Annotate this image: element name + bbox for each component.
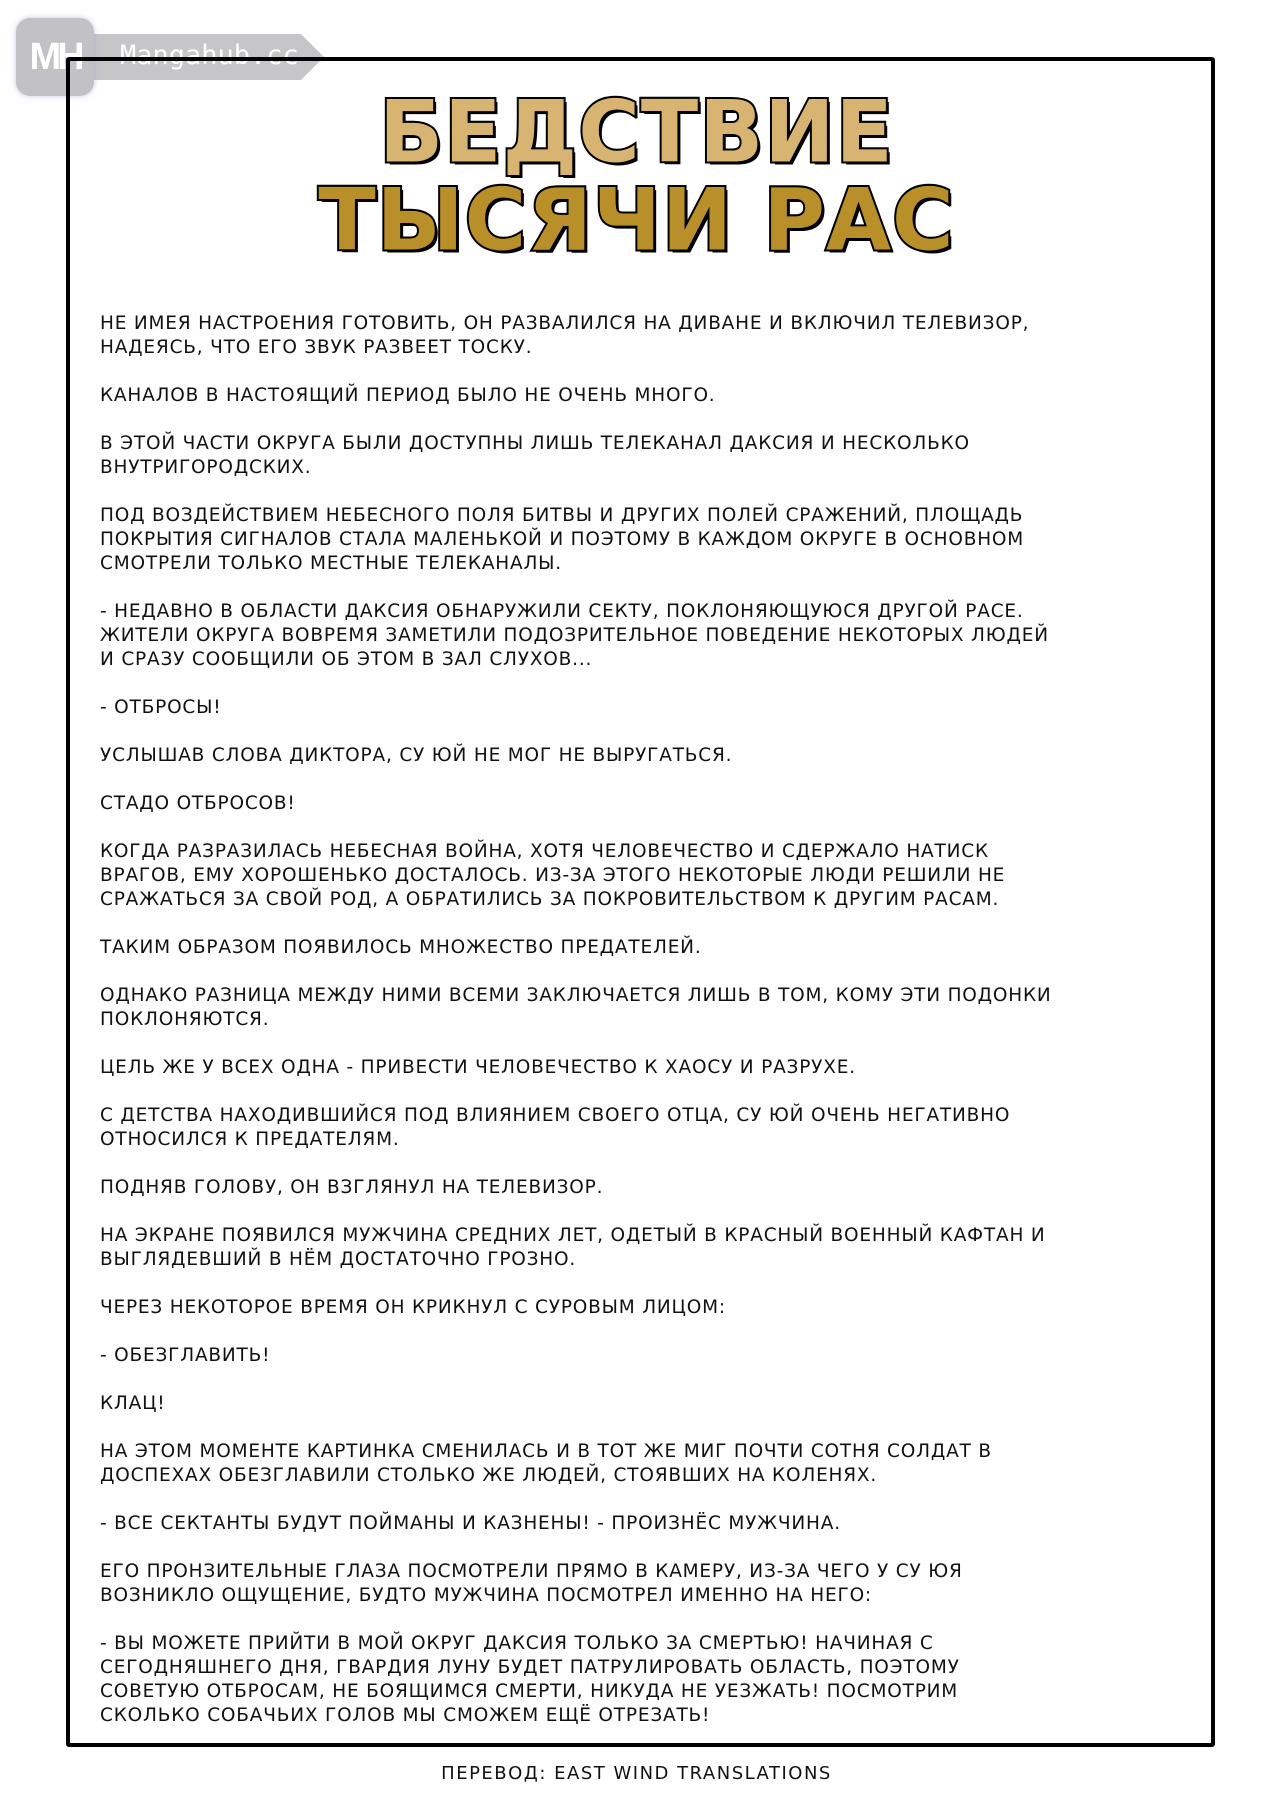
- paragraph: [100, 1560, 1175, 1608]
- text-line: НА ЭТОМ МОМЕНТЕ КАРТИНКА СМЕНИЛАСЬ И В ТОТ ЖЕ МИГ ПОЧТИ СОТНЯ СОЛДАТ В: [100, 1441, 992, 1462]
- paragraph: [100, 1056, 1175, 1080]
- text-line: ЖИТЕЛИ ОКРУГА ВОВРЕМЯ ЗАМЕТИЛИ ПОДОЗРИТЕЛЬНОЕ ПОВЕДЕНИЕ НЕКОТОРЫХ ЛЮДЕЙ: [100, 625, 1049, 646]
- text-line: СЕГОДНЯШНЕГО ДНЯ, ГВАРДИЯ ЛУНУ БУДЕТ ПАТРУЛИРОВАТЬ ОБЛАСТЬ, ПОЭТОМУ: [100, 1657, 960, 1678]
- text-line: КАНАЛОВ В НАСТОЯЩИЙ ПЕРИОД БЫЛО НЕ ОЧЕНЬ МНОГО.: [100, 385, 716, 406]
- text-line: ПОКРЫТИЯ СИГНАЛОВ СТАЛА МАЛЕНЬКОЙ И ПОЭТОМУ В КАЖДОМ ОКРУГЕ В ОСНОВНОМ: [100, 529, 1025, 550]
- paragraph: [100, 432, 1175, 480]
- text-line: - ВЫ МОЖЕТЕ ПРИЙТИ В МОЙ ОКРУГ ДАКСИЯ ТОЛЬКО ЗА СМЕРТЬЮ! НАЧИНАЯ С: [100, 1633, 934, 1654]
- paragraph: [100, 504, 1175, 576]
- text-line: СКОЛЬКО СОБАЧЬИХ ГОЛОВ МЫ СМОЖЕМ ЕЩЁ ОТРЕЗАТЬ!: [100, 1705, 711, 1726]
- text-line: ОТНОСИЛСЯ К ПРЕДАТЕЛЯМ.: [100, 1129, 400, 1150]
- text-line: УСЛЫШАВ СЛОВА ДИКТОРА, СУ ЮЙ НЕ МОГ НЕ ВЫРУГАТЬСЯ.: [100, 745, 733, 766]
- text-line: ЕГО ПРОНЗИТЕЛЬНЫЕ ГЛАЗА ПОСМОТРЕЛИ ПРЯМО В КАМЕРУ, ИЗ-ЗА ЧЕГО У СУ ЮЯ: [100, 1561, 963, 1582]
- title-line-1: БЕДСТВИЕ: [379, 82, 894, 182]
- text-line: ВРАГОВ, ЕМУ ХОРОШЕНЬКО ДОСТАЛОСЬ. ИЗ-ЗА ЭТОГО НЕКОТОРЫЕ ЛЮДИ РЕШИЛИ НЕ: [100, 865, 1006, 886]
- text-line: НАДЕЯСЬ, ЧТО ЕГО ЗВУК РАЗВЕЕТ ТОСКУ.: [100, 337, 533, 358]
- text-line: СОВЕТУЮ ОТБРОСАМ, НЕ БОЯЩИМСЯ СМЕРТИ, НИКУДА НЕ УЕЗЖАТЬ! ПОСМОТРИМ: [100, 1681, 959, 1702]
- text-line: ПОД ВОЗДЕЙСТВИЕМ НЕБЕСНОГО ПОЛЯ БИТВЫ И ДРУГИХ ПОЛЕЙ СРАЖЕНИЙ, ПЛОЩАДЬ: [100, 505, 1024, 526]
- paragraph: [100, 1176, 1175, 1200]
- text-line: ЧЕРЕЗ НЕКОТОРОЕ ВРЕМЯ ОН КРИКНУЛ С СУРОВЫМ ЛИЦОМ:: [100, 1297, 726, 1318]
- text-line: - НЕДАВНО В ОБЛАСТИ ДАКСИЯ ОБНАРУЖИЛИ СЕКТУ, ПОКЛОНЯЮЩУЮСЯ ДРУГОЙ РАСЕ.: [100, 601, 1024, 622]
- text-line: В ЭТОЙ ЧАСТИ ОКРУГА БЫЛИ ДОСТУПНЫ ЛИШЬ ТЕЛЕКАНАЛ ДАКСИЯ И НЕСКОЛЬКО: [100, 433, 970, 454]
- text-line: ВОЗНИКЛО ОЩУЩЕНИЕ, БУДТО МУЖЧИНА ПОСМОТРЕЛ ИМЕННО НА НЕГО:: [100, 1585, 872, 1606]
- text-line: ДОСПЕХАХ ОБЕЗГЛАВИЛИ СТОЛЬКО ЖЕ ЛЮДЕЙ, СТОЯВШИХ НА КОЛЕНЯХ.: [100, 1465, 878, 1486]
- paragraph: [100, 1104, 1175, 1152]
- text-line: ВЫГЛЯДЕВШИЙ В НЁМ ДОСТАТОЧНО ГРОЗНО.: [100, 1249, 577, 1270]
- title-line-2: ТЫСЯЧИ РАС: [318, 170, 955, 270]
- paragraph: [100, 1224, 1175, 1272]
- paragraph: [100, 984, 1175, 1032]
- text-line: ЦЕЛЬ ЖЕ У ВСЕХ ОДНА - ПРИВЕСТИ ЧЕЛОВЕЧЕСТВО К ХАОСУ И РАЗРУХЕ.: [100, 1057, 856, 1078]
- story-text: [100, 312, 1175, 1752]
- text-line: - ОБЕЗГЛАВИТЬ!: [100, 1345, 271, 1366]
- text-line: СМОТРЕЛИ ТОЛЬКО МЕСТНЫЕ ТЕЛЕКАНАЛЫ.: [100, 553, 562, 574]
- text-line: - ОТБРОСЫ!: [100, 697, 222, 718]
- text-line: С ДЕТСТВА НАХОДИВШИЙСЯ ПОД ВЛИЯНИЕМ СВОЕГО ОТЦА, СУ ЮЙ ОЧЕНЬ НЕГАТИВНО: [100, 1105, 1011, 1126]
- text-line: ТАКИМ ОБРАЗОМ ПОЯВИЛОСЬ МНОЖЕСТВО ПРЕДАТЕЛЕЙ.: [100, 937, 702, 958]
- paragraph: [100, 1296, 1175, 1320]
- watermark-logo: MH: [16, 18, 94, 96]
- text-line: СТАДО ОТБРОСОВ!: [100, 793, 296, 814]
- paragraph: [100, 1512, 1175, 1536]
- paragraph: [100, 1344, 1175, 1368]
- text-line: И СРАЗУ СООБЩИЛИ ОБ ЭТОМ В ЗАЛ СЛУХОВ...: [100, 649, 593, 670]
- text-line: ОДНАКО РАЗНИЦА МЕЖДУ НИМИ ВСЕМИ ЗАКЛЮЧАЕТСЯ ЛИШЬ В ТОМ, КОМУ ЭТИ ПОДОНКИ: [100, 985, 1052, 1006]
- paragraph: [100, 1440, 1175, 1488]
- paragraph: [100, 744, 1175, 768]
- text-line: КЛАЦ!: [100, 1393, 166, 1414]
- text-line: - ВСЕ СЕКТАНТЫ БУДУТ ПОЙМАНЫ И КАЗНЕНЫ! - ПРОИЗНЁС МУЖЧИНА.: [100, 1513, 841, 1534]
- paragraph: [100, 600, 1175, 672]
- text-line: ВНУТРИГОРОДСКИХ.: [100, 457, 312, 478]
- page-title: [0, 82, 1273, 270]
- text-line: НА ЭКРАНЕ ПОЯВИЛСЯ МУЖЧИНА СРЕДНИХ ЛЕТ, ОДЕТЫЙ В КРАСНЫЙ ВОЕННЫЙ КАФТАН И: [100, 1225, 1046, 1246]
- text-line: СРАЖАТЬСЯ ЗА СВОЙ РОД, А ОБРАТИЛИСЬ ЗА ПОКРОВИТЕЛЬСТВОМ К ДРУГИМ РАСАМ.: [100, 889, 1000, 910]
- text-line: НЕ ИМЕЯ НАСТРОЕНИЯ ГОТОВИТЬ, ОН РАЗВАЛИЛСЯ НА ДИВАНЕ И ВКЛЮЧИЛ ТЕЛЕВИЗОР,: [100, 313, 1030, 334]
- paragraph: [100, 936, 1175, 960]
- text-line: ПОКЛОНЯЮТСЯ.: [100, 1009, 270, 1030]
- text-line: ПОДНЯВ ГОЛОВУ, ОН ВЗГЛЯНУЛ НА ТЕЛЕВИЗОР.: [100, 1177, 604, 1198]
- translation-credit: ПЕРЕВОД: EAST WIND TRANSLATIONS: [441, 1763, 832, 1784]
- watermark-site: Mangahub.cc: [120, 40, 299, 71]
- paragraph: [100, 1392, 1175, 1416]
- paragraph: [100, 840, 1175, 912]
- paragraph: [100, 1632, 1175, 1728]
- paragraph: [100, 792, 1175, 816]
- text-line: КОГДА РАЗРАЗИЛАСЬ НЕБЕСНАЯ ВОЙНА, ХОТЯ ЧЕЛОВЕЧЕСТВО И СДЕРЖАЛО НАТИСК: [100, 841, 989, 862]
- paragraph: [100, 696, 1175, 720]
- paragraph: [100, 384, 1175, 408]
- paragraph: [100, 312, 1175, 360]
